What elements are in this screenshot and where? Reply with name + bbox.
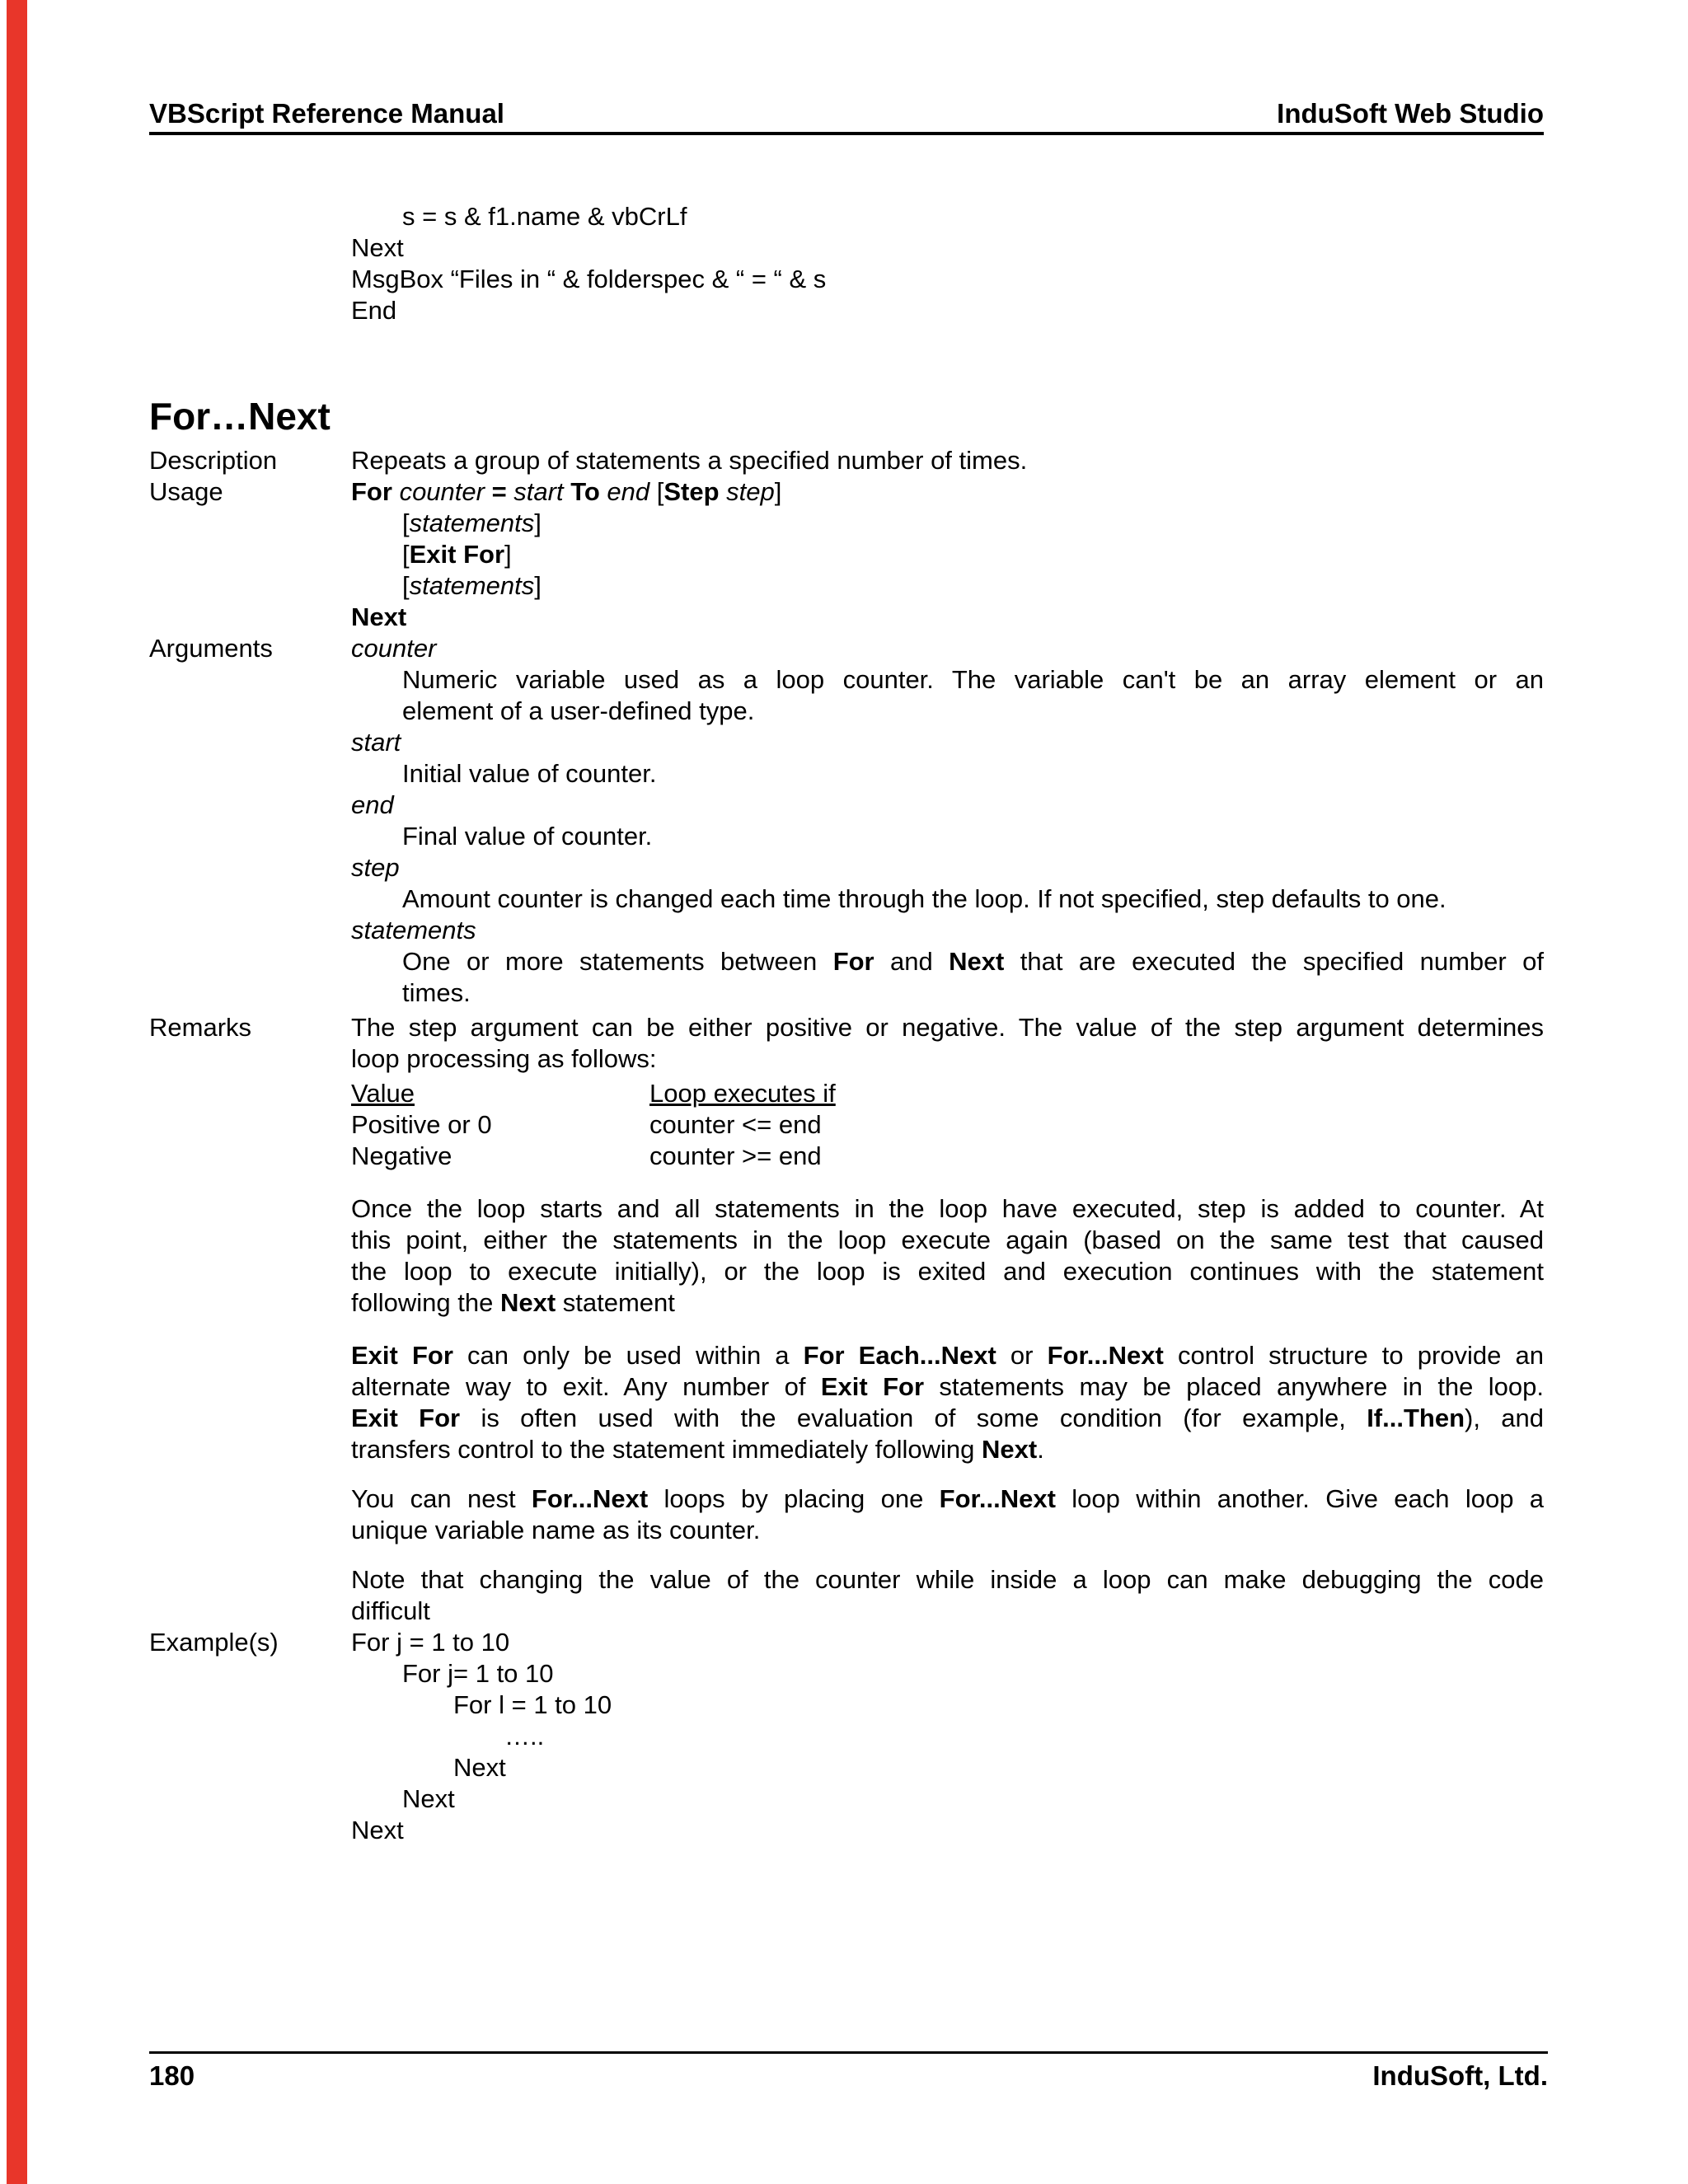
description-text: Repeats a group of statements a specified number of times.: [351, 446, 1028, 475]
argument-desc-line: Numeric variable used as a loop counter. The variable can't be an array element or an: [402, 665, 1544, 694]
label-examples: Example(s): [149, 1628, 279, 1657]
paragraph-line: following the Next statement: [351, 1288, 675, 1317]
argument-desc-line: element of a user-defined type.: [402, 696, 755, 725]
remarks-paragraph: [351, 1193, 1544, 1319]
remarks-row: [149, 1009, 1544, 1627]
argument-desc-line: Amount counter is changed each time through the loop. If not specified, step defaults to one.: [402, 884, 1447, 913]
examples-row: [149, 1627, 1544, 1846]
paragraph-line: loop processing as follows:: [351, 1044, 657, 1073]
description-row: [149, 445, 1544, 476]
code-line: s = s & f1.name & vbCrLf: [402, 202, 687, 231]
step-value-table: [351, 1078, 1544, 1172]
section-title: For…Next: [149, 395, 331, 438]
paragraph-line: transfers control to the statement immediately following Next.: [351, 1435, 1044, 1464]
remarks-paragraph: [351, 1564, 1544, 1627]
paragraph-line: the loop to execute initially), or the loop is exited and execution continues with the statement: [351, 1257, 1544, 1286]
arguments-row: [149, 633, 1544, 1009]
label-description: Description: [149, 446, 278, 475]
argument-name: step: [351, 853, 400, 882]
usage-syntax-line: Next: [351, 602, 407, 631]
page-header: [149, 97, 1544, 135]
remarks-paragraph: [351, 1340, 1544, 1465]
label-usage: Usage: [149, 477, 223, 506]
page-content: [149, 201, 1544, 1846]
paragraph-line: Exit For can only be used within a For Each...Next or For...Next control structure to provide an: [351, 1341, 1544, 1370]
footer-company: InduSoft, Ltd.: [1372, 2060, 1548, 2091]
example-code-line: For j= 1 to 10: [402, 1659, 554, 1688]
code-line: Next: [351, 233, 404, 262]
usage-row: [149, 476, 1544, 633]
paragraph-line: difficult: [351, 1596, 430, 1625]
argument-desc-line: times.: [402, 978, 471, 1007]
paragraph-line: You can nest For...Next loops by placing one For...Next loop within another. Give each loop a: [351, 1484, 1545, 1513]
example-code-line: Next: [402, 1784, 455, 1813]
example-code-line: For j = 1 to 10: [351, 1628, 510, 1657]
table-cell-value: Negative: [351, 1141, 452, 1170]
arguments-body: [351, 633, 1544, 1009]
argument-desc-line: Initial value of counter.: [402, 759, 657, 788]
paragraph-line: unique variable name as its counter.: [351, 1516, 761, 1544]
paragraph-line: Once the loop starts and all statements in the loop have executed, step is added to counter. At: [351, 1194, 1544, 1223]
label-remarks: Remarks: [149, 1013, 252, 1042]
page-footer: [149, 2051, 1548, 2093]
argument-name: end: [351, 790, 394, 819]
example-code-line: Next: [453, 1753, 506, 1782]
paragraph-line: Note that changing the value of the counter while inside a loop can make debugging the code: [351, 1565, 1544, 1594]
label-arguments: Arguments: [149, 634, 273, 663]
paragraph-line: alternate way to exit. Any number of Exit For statements may be placed anywhere in the loop.: [351, 1372, 1545, 1401]
example-code-line: Next: [351, 1816, 404, 1844]
paragraph-line: Exit For is often used with the evaluation of some condition (for example, If...Then), and: [351, 1404, 1544, 1432]
empty-label: [149, 201, 351, 326]
table-cell-condition: counter <= end: [649, 1110, 822, 1139]
usage-syntax-line: [statements]: [402, 509, 542, 537]
argument-name: start: [351, 728, 401, 757]
remarks-body: [351, 1009, 1544, 1627]
remarks-paragraph: [351, 1483, 1544, 1546]
argument-name: statements: [351, 916, 476, 944]
table-cell-condition: counter >= end: [649, 1141, 822, 1170]
usage-syntax-line: [statements]: [402, 571, 542, 600]
usage-body: [351, 476, 1544, 633]
code-line: End: [351, 296, 397, 325]
code-block: [351, 201, 1544, 326]
previous-code-example: [149, 201, 1544, 326]
usage-syntax-line: [Exit For]: [402, 540, 512, 569]
paragraph-line: this point, either the statements in the loop execute again (based on the same test that caused: [351, 1226, 1544, 1254]
example-code-line: For l = 1 to 10: [453, 1690, 612, 1719]
paragraph-line: The step argument can be either positive or negative. The value of the step argument determines: [351, 1013, 1544, 1042]
argument-desc-line: One or more statements between For and Next that are executed the specified number of: [402, 947, 1544, 976]
argument-desc-line: Final value of counter.: [402, 822, 653, 851]
code-line: MsgBox “Files in “ & folderspec & “ = “ & s: [351, 265, 827, 293]
examples-body: [351, 1627, 1544, 1846]
table-header-condition: Loop executes if: [649, 1079, 836, 1108]
table-header-value: Value: [351, 1079, 415, 1108]
table-cell-value: Positive or 0: [351, 1110, 492, 1139]
example-code-line: …..: [504, 1722, 545, 1750]
remarks-paragraph: [351, 1012, 1544, 1075]
header-left-title: VBScript Reference Manual: [149, 98, 504, 129]
left-red-stripe: [7, 0, 27, 2184]
footer-page-number: 180: [149, 2060, 195, 2091]
description-body: [351, 445, 1544, 476]
usage-syntax-line: For counter = start To end [Step step]: [351, 477, 782, 506]
argument-name: counter: [351, 634, 437, 663]
header-right-title: InduSoft Web Studio: [1277, 98, 1544, 129]
